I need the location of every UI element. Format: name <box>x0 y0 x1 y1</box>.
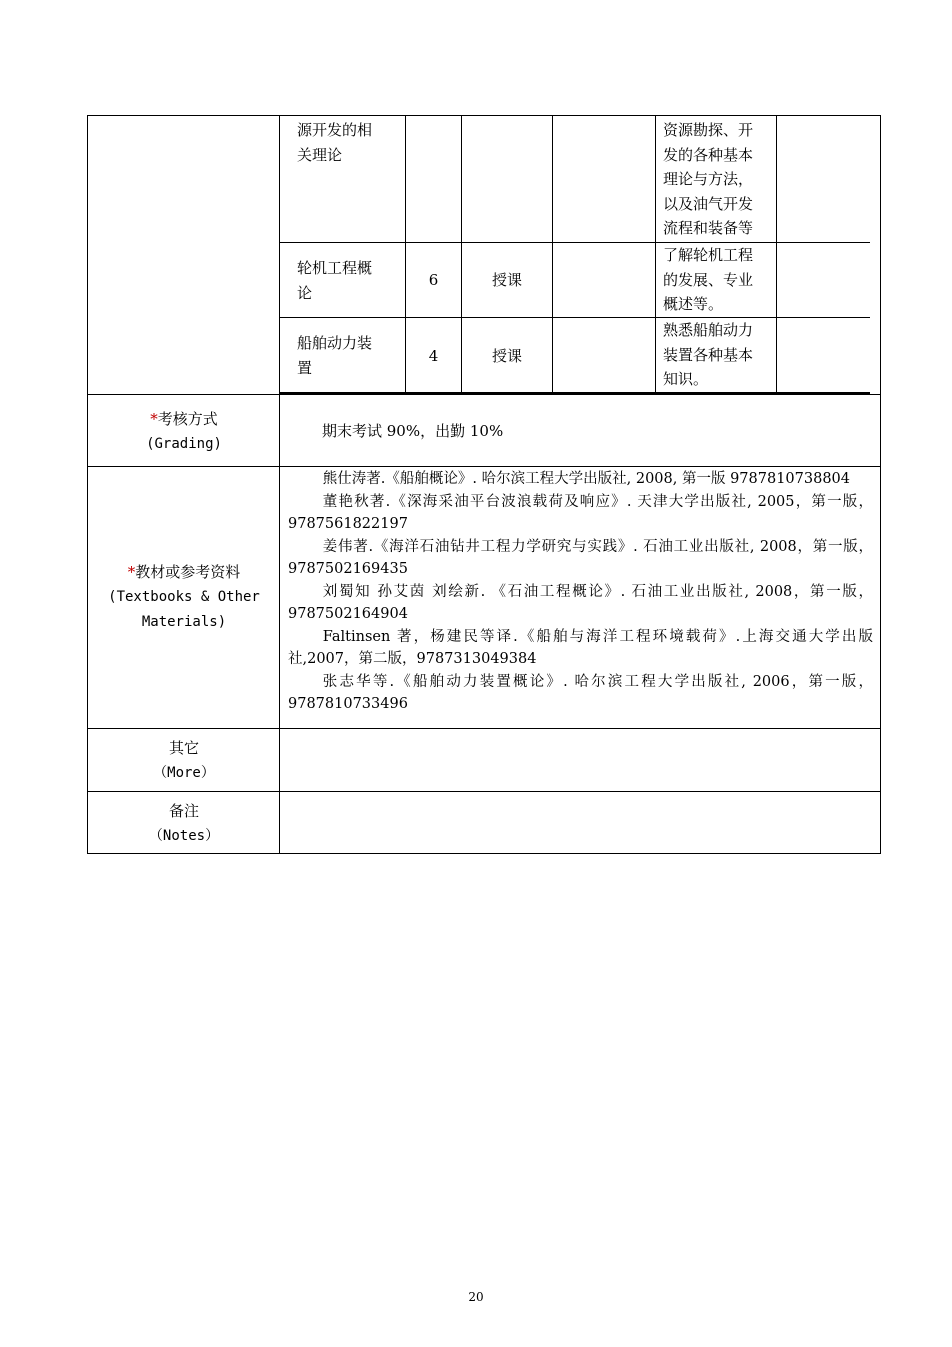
schedule-row-1-objective: 资源勘探、开 发的各种基本 理论与方法， 以及油气开发 流程和装备等 <box>663 121 754 237</box>
materials-label: *教材或参考资料 (Textbooks & Other Materials) <box>108 563 260 630</box>
reference-item: 张志华等.《船舶动力装置概论》. 哈尔滨工程大学出版社, 2006，第一版，9787810733496 <box>288 673 873 712</box>
schedule-row-3-topic: 船舶动力装 置 <box>297 334 373 377</box>
reference-item: Faltinsen 著，杨建民等译.《船舶与海洋工程环境载荷》.上海交通大学出版社,2007，第二版，9787313049384 <box>288 628 873 667</box>
reference-item: 刘蜀知 孙艾茵 刘绘新. 《石油工程概论》. 石油工业出版社, 2008，第一版，9787502164904 <box>288 583 873 622</box>
schedule-row-divider-1 <box>280 242 870 243</box>
grading-top-border <box>88 394 880 395</box>
schedule-row-2-objective: 了解轮机工程 的发展、专业 概述等。 <box>663 246 754 313</box>
schedule-row-2-type: 授课 <box>491 271 522 289</box>
schedule-col-divider-4 <box>655 116 656 394</box>
grading-label: *考核方式 (Grading) <box>146 410 222 452</box>
schedule-row-3-type: 授课 <box>491 347 522 365</box>
course-info-table <box>87 115 881 854</box>
reference-list <box>288 468 873 716</box>
schedule-row-2-topic: 轮机工程概 论 <box>297 259 373 302</box>
grading-value: 期末考试 90%，出勤 10% <box>322 422 504 440</box>
schedule-row-3-hours: 4 <box>428 347 439 365</box>
schedule-row-1-topic: 源开发的相 关理论 <box>297 121 373 164</box>
required-mark: * <box>127 563 136 581</box>
materials-top-border <box>88 466 880 467</box>
notes-top-border <box>88 791 880 792</box>
reference-item: 姜伟著.《海洋石油钻井工程力学研究与实践》. 石油工业出版社, 2008，第一版，9787502169435 <box>288 538 873 577</box>
reference-item: 董艳秋著.《深海采油平台波浪载荷及响应》. 天津大学出版社, 2005，第一版，9787561822197 <box>288 493 873 532</box>
schedule-col-divider-5 <box>776 116 777 394</box>
schedule-row-3-objective: 熟悉船舶动力 装置各种基本 知识。 <box>663 321 754 388</box>
schedule-col-divider-3 <box>552 116 553 394</box>
reference-item: 熊仕涛著.《船舶概论》. 哈尔滨工程大学出版社, 2008, 第一版 9787810738804 <box>322 471 850 487</box>
schedule-row-2-hours: 6 <box>428 271 439 289</box>
page-number: 20 <box>468 1290 484 1304</box>
notes-label: 备注 （Notes） <box>148 802 220 844</box>
more-label: 其它 （More） <box>153 739 215 781</box>
required-mark: * <box>150 410 158 428</box>
more-top-border <box>88 728 880 729</box>
schedule-row-divider-2 <box>280 317 870 318</box>
